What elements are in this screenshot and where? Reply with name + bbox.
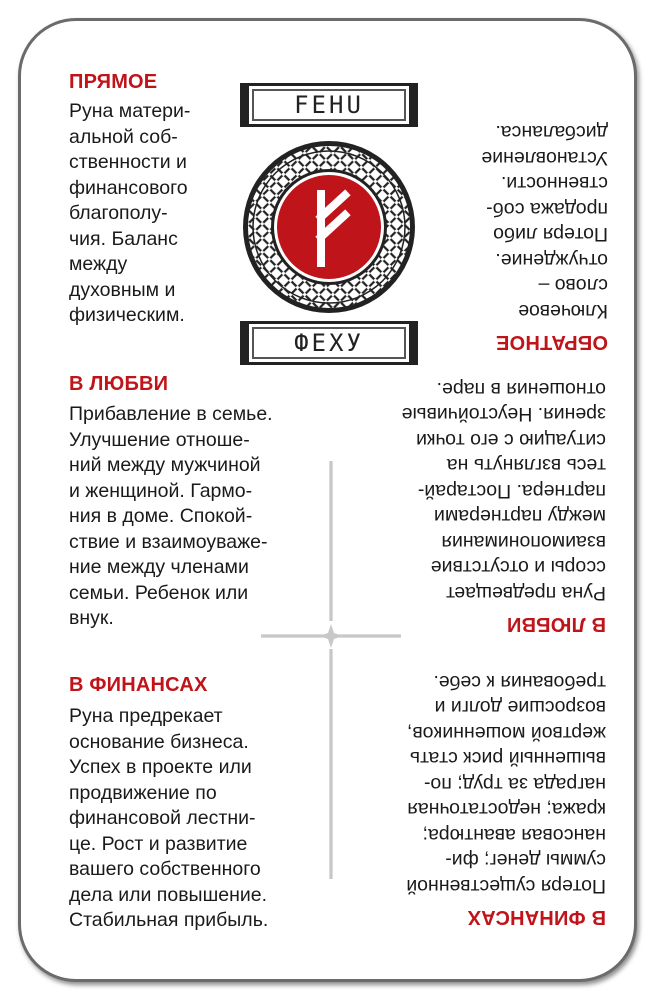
finance-text: Руна предрекает основание бизнеса. Успех в проекте или продвижение по финансовой лестни- це. Рост и развитие вашего собственного дела или повышение. Стабильная прибыль. (69, 705, 269, 931)
reversed-finance-text: Потеря существенной суммы денег; фи- нансовая авантюра; кража; недостаточная награда за труд; по- вышенный риск стать жертвой мошенников, возросшие долги и требования к себе. (406, 671, 606, 897)
divider-diamond-icon (319, 624, 343, 648)
rune-name-top (246, 83, 412, 127)
divider-vertical-bottom (329, 649, 333, 879)
rune-name-bottom (246, 321, 412, 365)
reversed-love-title: В ЛЮБВИ (506, 613, 606, 635)
reversed-love-text: Руна предвещает ссоры и отсутствие взаимопонимания между партнерами партнера. Постарай- тесь взглянуть на ситуацию с его точки зрения. Неустойчивые отношения в паре. (401, 378, 606, 604)
reversed-finance-title: В ФИНАНСАХ (467, 906, 606, 928)
rune-medallion-icon (241, 139, 417, 315)
finance-title: В ФИНАНСАХ (69, 674, 208, 696)
upright-text: Руна матери- альной соб- ственности и финансового благополу- чия. Баланс между духовным и физическим. (69, 100, 191, 326)
divider-horizontal-left (261, 634, 323, 638)
divider-vertical-top (329, 461, 333, 621)
rune-name-top-label: FEHU (294, 91, 364, 119)
love-text: Прибавление в семье. Улучшение отноше- ний между мужчиной и женщиной. Гармо- ния в доме. Спокой- ствие и взаимоуваже- ние между членами семьи. Ребенок или внук. (69, 403, 273, 629)
rune-name-bottom-label: ФЕХУ (294, 329, 364, 357)
reversed-text: Ключевое слово – отчуждение. Потеря либо продажа соб- ственности. Установление дисбаланса. (481, 121, 608, 322)
rune-card (18, 18, 637, 982)
love-title: В ЛЮБВИ (69, 373, 169, 395)
reversed-love-panel (351, 373, 616, 635)
upright-title: ПРЯМОЕ (69, 71, 158, 93)
reversed-panel (431, 91, 616, 353)
reversed-title: ОБРАТНОЕ (495, 331, 608, 353)
reversed-finance-panel (351, 663, 616, 928)
